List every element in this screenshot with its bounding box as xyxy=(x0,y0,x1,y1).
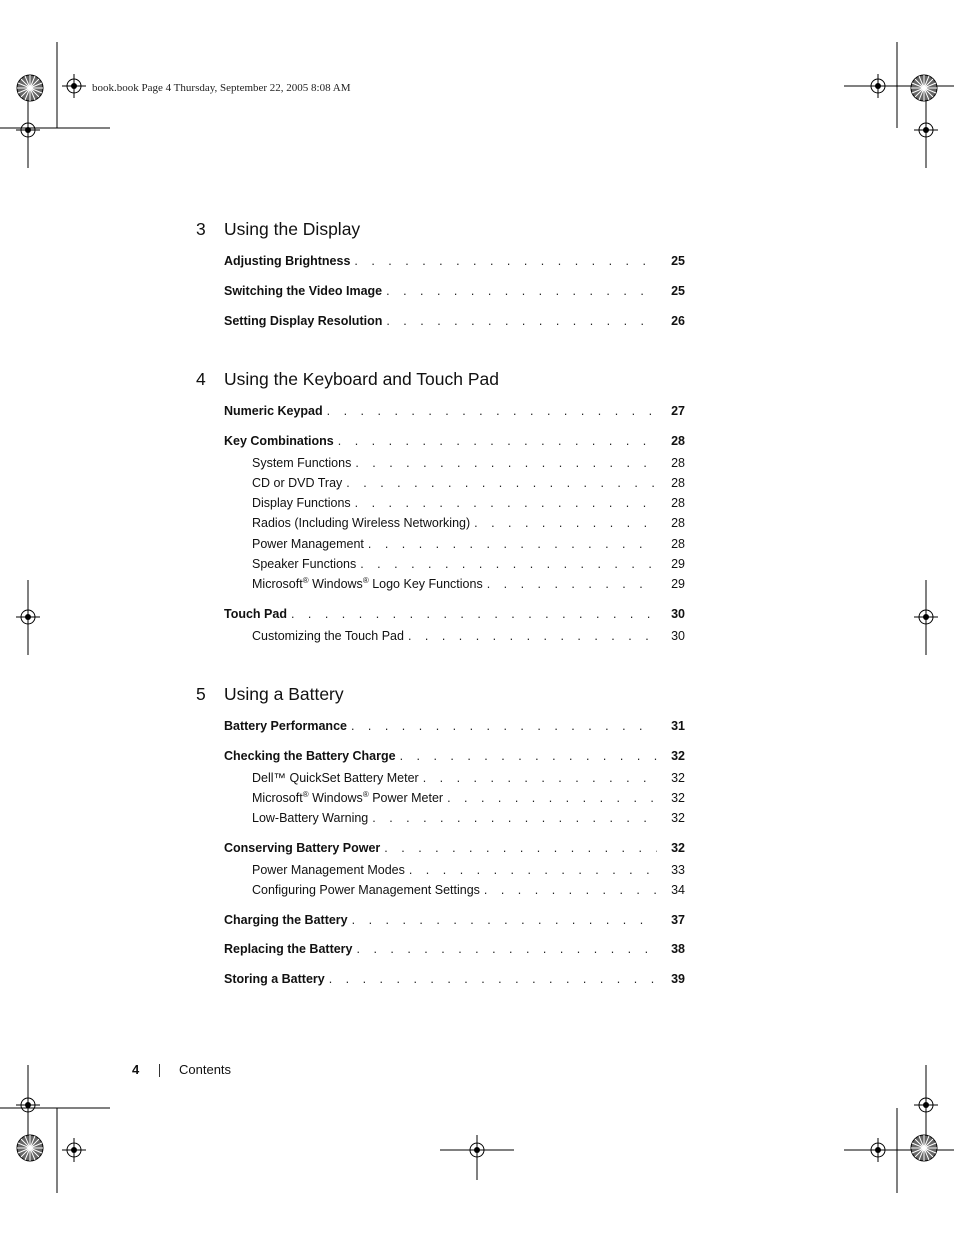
toc-entry-touch-pad[interactable]: Touch Pad . . . 30 xyxy=(224,607,685,625)
chapter-title: Using the Keyboard and Touch Pad xyxy=(224,369,500,389)
page-number: 4 xyxy=(132,1062,140,1077)
chapter-heading xyxy=(196,684,686,712)
toc-entry-speaker-functions[interactable]: Speaker Functions . . . 29 xyxy=(252,557,685,575)
toc-entry-windows-power-meter[interactable]: Microsoft® Windows® Power Meter . . . 32 xyxy=(252,791,685,809)
toc-entry-storing-battery[interactable]: Storing a Battery . . . 39 xyxy=(224,972,685,990)
toc-entry-quickset-battery-meter[interactable]: Dell™ QuickSet Battery Meter . . . 32 xyxy=(252,771,685,789)
toc-entry-checking-battery-charge[interactable]: Checking the Battery Charge . . . 32 xyxy=(224,749,685,767)
toc-entry-key-combinations[interactable]: Key Combinations . . . 28 xyxy=(224,434,685,452)
chapter-number: 5 xyxy=(196,684,206,704)
toc-entry-windows-logo-key-functions[interactable]: Microsoft® Windows® Logo Key Functions . . . 29 xyxy=(252,577,685,595)
toc-entry-cd-dvd-tray[interactable]: CD or DVD Tray . . . 28 xyxy=(252,476,685,494)
chapter-5 xyxy=(196,684,686,986)
toc-entry-charging-battery[interactable]: Charging the Battery . . . 37 xyxy=(224,913,685,931)
toc-entry-customizing-touch-pad[interactable]: Customizing the Touch Pad . . . 30 xyxy=(252,629,685,647)
toc-entry-system-functions[interactable]: System Functions . . . 28 xyxy=(252,456,685,474)
toc-entry-low-battery-warning[interactable]: Low-Battery Warning . . . 32 xyxy=(252,811,685,829)
footer-divider xyxy=(159,1064,160,1077)
toc-entry-switching-video-image[interactable]: Switching the Video Image . . . 25 xyxy=(224,284,685,302)
chapter-4 xyxy=(196,369,686,643)
toc-entry-configuring-power-settings[interactable]: Configuring Power Management Settings . . . 34 xyxy=(252,883,685,901)
toc-entry-adjusting-brightness[interactable]: Adjusting Brightness . . . 25 xyxy=(224,254,685,272)
toc-entry-battery-performance[interactable]: Battery Performance . . . 31 xyxy=(224,719,685,737)
chapter-3 xyxy=(196,219,686,328)
toc-entry-display-functions[interactable]: Display Functions . . . 28 xyxy=(252,496,685,514)
toc-entry-radios[interactable]: Radios (Including Wireless Networking) . . . 28 xyxy=(252,516,685,534)
toc-entry-conserving-battery-power[interactable]: Conserving Battery Power . . . 32 xyxy=(224,841,685,859)
chapter-heading xyxy=(196,219,686,247)
chapter-heading xyxy=(196,369,686,397)
toc-entry-replacing-battery[interactable]: Replacing the Battery . . . 38 xyxy=(224,942,685,960)
chapter-title: Using a Battery xyxy=(224,684,344,704)
toc-entry-power-management[interactable]: Power Management . . . 28 xyxy=(252,537,685,555)
toc-entry-setting-display-resolution[interactable]: Setting Display Resolution . . . 26 xyxy=(224,314,685,332)
toc-entry-power-management-modes[interactable]: Power Management Modes . . . 33 xyxy=(252,863,685,881)
footer-section-label: Contents xyxy=(179,1062,232,1077)
toc-entry-numeric-keypad[interactable]: Numeric Keypad . . . 27 xyxy=(224,404,685,422)
chapter-title: Using the Display xyxy=(224,219,361,239)
chapter-number: 3 xyxy=(196,219,206,239)
print-slug: book.book Page 4 Thursday, September 22, 2005 8:08 AM xyxy=(92,82,351,94)
chapter-number: 4 xyxy=(196,369,206,389)
